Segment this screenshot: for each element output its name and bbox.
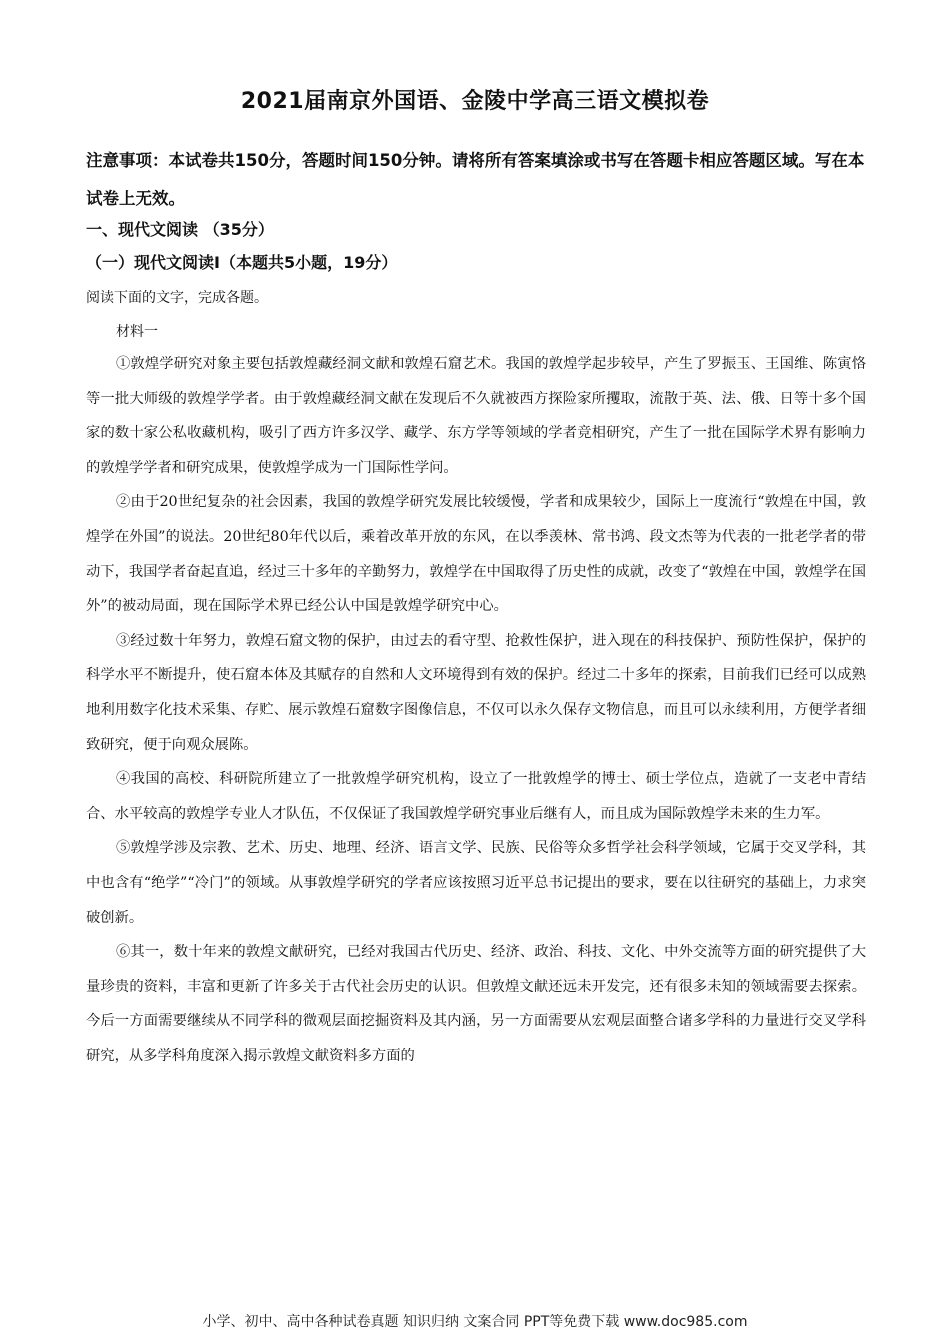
paragraph: ③经过数十年努力，敦煌石窟文物的保护，由过去的看守型、抢救性保护，进入现在的科技保护、预防性保护，保护的科学水平不断提升，使石窟本体及其赋存的自然和人文环境得到有效的保护。经过二十多年的探索，目前我们已经可以成熟地利用数字化技术采集、存贮、展示敦煌石窟数字图像信息，不仅可以永久保存文物信息，而且可以永续利用，方便学者细致研究，便于向观众展陈。 — [86, 632, 866, 753]
paragraph: ④我国的高校、科研院所建立了一批敦煌学研究机构，设立了一批敦煌学的博士、硕士学位点，造就了一支老中青结合、水平较高的敦煌学专业人才队伍，不仅保证了我国敦煌学研究事业后继有人，而且成为国际敦煌学未来的生力军。 — [86, 771, 866, 822]
exam-notice: 注意事项：本试卷共150分，答题时间150分钟。请将所有答案填涂或书写在答题卡相应答题区域。写在本试卷上无效。 — [86, 151, 865, 208]
reading-instruction: 阅读下面的文字，完成各题。 — [86, 290, 268, 306]
subsection-heading: （一）现代文阅读Ⅰ（本题共5小题，19分） — [86, 253, 398, 272]
paragraph: ①敦煌学研究对象主要包括敦煌藏经洞文献和敦煌石窟艺术。我国的敦煌学起步较早，产生了罗振玉、王国维、陈寅恪等一批大师级的敦煌学学者。由于敦煌藏经洞文献在发现后不久就被西方探险家所攫取，流散于英、法、俄、日等十多个国家的数十家公私收藏机构，吸引了西方许多汉学、藏学、东方学等领域的学者竞相研究，产生了一批在国际学术界有影响力的敦煌学学者和研究成果，使敦煌学成为一门国际性学问。 — [86, 356, 866, 476]
page-title: 2021届南京外国语、金陵中学高三语文模拟卷 — [240, 89, 710, 114]
footer-link[interactable]: 小学、初中、高中各种试卷真题 知识归纳 文案合同 PPT等免费下载 www.doc985.com — [202, 1314, 748, 1330]
material-label: 材料一 — [116, 324, 158, 340]
paragraph: ⑥其一，数十年来的敦煌文献研究，已经对我国古代历史、经济、政治、科技、文化、中外交流等方面的研究提供了大量珍贵的资料，丰富和更新了许多关于古代社会历史的认识。但敦煌文献还远未开发完，还有很多未知的领域需要去探索。今后一方面需要继续从不同学科的微观层面挖掘资料及其内涵，另一方面需要从宏观层面整合诸多学科的力量进行交叉学科研究，从多学科角度深入揭示敦煌文献资料多方面的 — [86, 944, 866, 1064]
paragraph: ⑤敦煌学涉及宗教、艺术、历史、地理、经济、语言文学、民族、民俗等众多哲学社会科学领域，它属于交叉学科，其中也含有“绝学”“冷门”的领域。从事敦煌学研究的学者应该按照习近平总书记提出的要求，要在以往研究的基础上，力求突破创新。 — [86, 840, 866, 926]
section-heading: 一、现代文阅读 （35分） — [86, 220, 274, 239]
passage-body — [86, 347, 866, 1073]
paragraph: ②由于20世纪复杂的社会因素，我国的敦煌学研究发展比较缓慢，学者和成果较少，国际上一度流行“敦煌在中国，敦煌学在外国”的说法。20世纪80年代以后，乘着改革开放的东风，在以季羡林、常书鸿、段文杰等为代表的一批老学者的带动下，我国学者奋起直追，经过三十多年的辛勤努力，敦煌学在中国取得了历史性的成就，改变了“敦煌在中国，敦煌学在国外”的被动局面，现在国际学术界已经公认中国是敦煌学研究中心。 — [86, 494, 866, 615]
